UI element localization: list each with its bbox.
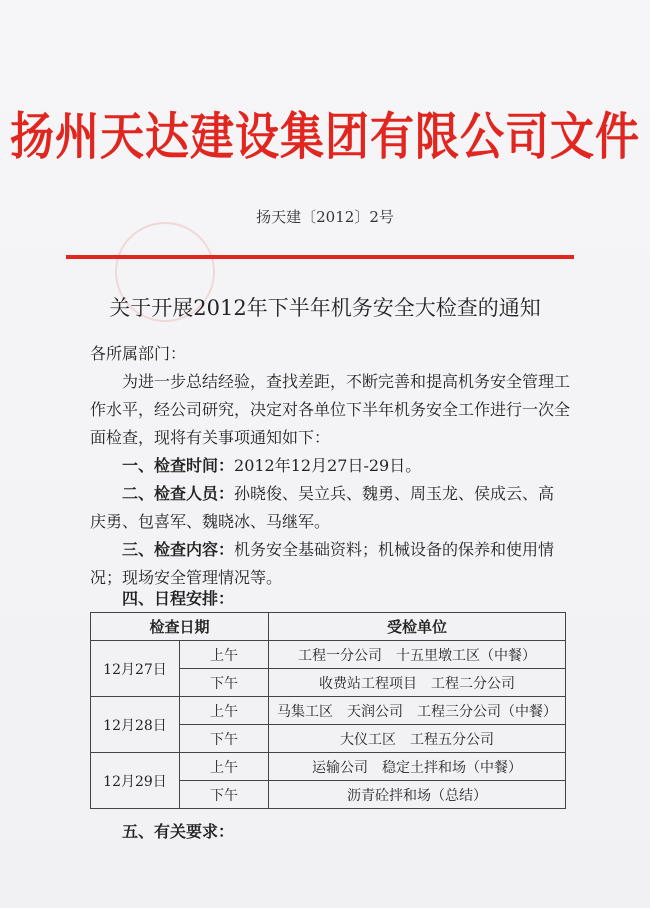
half-day-cell: 下午 [180,725,269,753]
section-label: 二、检查人员： [122,484,235,503]
section-requirements-label: 五、有关要求： [122,822,235,841]
table-header-row [91,613,566,641]
header-date: 检查日期 [91,613,269,641]
unit-cell: 工程一分公司 十五里墩工区（中餐） [269,641,566,669]
unit-cell: 收费站工程项目 工程二分公司 [269,669,566,697]
half-day-cell: 下午 [180,669,269,697]
table-row [91,753,566,781]
section-schedule-label: 四、日程安排： [122,589,235,608]
salutation: 各所属部门： [90,344,187,363]
half-day-cell: 下午 [180,781,269,809]
section-label: 一、检查时间： [122,456,235,475]
half-day-cell: 上午 [180,753,269,781]
half-day-cell: 上午 [180,697,269,725]
unit-cell: 沥青砼拌和场（总结） [269,781,566,809]
table-row [91,697,566,725]
unit-cell: 马集工区 天润公司 工程三分公司（中餐） [269,697,566,725]
section-inspection-content [90,536,570,592]
section-value: 机务安全基础资料；机械设备的保养和使用情况；现场安全管理情况等。 [90,540,555,587]
date-cell: 12月27日 [91,641,180,697]
section-label: 三、检查内容： [122,540,235,559]
schedule-table [90,612,566,809]
intro-paragraph: 为进一步总结经验，查找差距，不断完善和提高机务安全管理工作水平，经公司研究，决定对各单位下半年机务安全工作进行一次全面检查，现将有关事项通知如下： [90,372,571,447]
document-number: 扬天建〔2012〕2号 [256,208,394,226]
notice-title: 关于开展2012年下半年机务安全大检查的通知 [109,296,541,320]
letterhead-title: 扬州天达建设集团有限公司文件 [10,107,640,167]
section-value: 2012年12月27日-29日。 [234,456,422,475]
section-inspection-time [90,452,570,480]
unit-cell: 运输公司 稳定土拌和场（中餐） [269,753,566,781]
section-inspection-people [90,480,570,536]
table-row [91,641,566,669]
letterhead-red-rule [66,255,574,259]
half-day-cell: 上午 [180,641,269,669]
date-cell: 12月28日 [91,697,180,753]
header-unit: 受检单位 [269,613,566,641]
unit-cell: 大仪工区 工程五分公司 [269,725,566,753]
date-cell: 12月29日 [91,753,180,809]
section-value: 孙晓俊、吴立兵、魏勇、周玉龙、侯成云、高庆勇、包喜军、魏晓冰、马继军。 [90,484,555,531]
